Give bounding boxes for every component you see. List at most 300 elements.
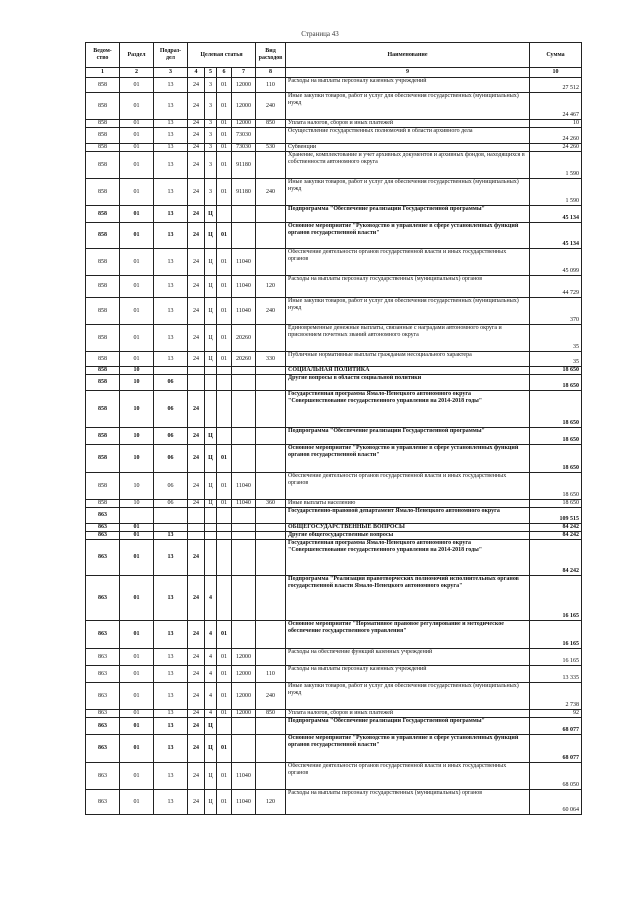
cell-vid-rashodov: 240 xyxy=(256,93,286,120)
cell-naimenovanie: Обеспечение деятельности органов государственной власти и иных государственных органов xyxy=(286,763,530,790)
cell-razdel: 01 xyxy=(120,735,154,763)
cell-podrazdel: 13 xyxy=(154,540,188,576)
cell-subprogram xyxy=(205,524,217,532)
cell-naimenovanie: Иные закупки товаров, работ и услуг для обеспечения государственных (муниципальных) нужд xyxy=(286,93,530,120)
budget-table xyxy=(85,42,582,815)
cell-razdel: 01 xyxy=(120,206,154,223)
cell-subprogram: Ц xyxy=(205,500,217,508)
cell-event: 01 xyxy=(217,249,232,276)
cell-program: 24 xyxy=(188,93,205,120)
cell-subprogram: Ц xyxy=(205,428,217,445)
cell-event: 01 xyxy=(217,763,232,790)
cell-naimenovanie: Другие вопросы в области социальной политики xyxy=(286,375,530,391)
cell-vid-rashodov xyxy=(256,473,286,500)
cell-podrazdel: 13 xyxy=(154,276,188,298)
cell-vedomstvo: 863 xyxy=(86,790,120,815)
cell-podrazdel: 13 xyxy=(154,152,188,179)
cell-direction: 12000 xyxy=(232,666,256,683)
cell-program: 24 xyxy=(188,445,205,473)
cell-vedomstvo: 858 xyxy=(86,500,120,508)
cell-direction: 12000 xyxy=(232,93,256,120)
cell-naimenovanie: Расходы на обеспечение функций казенных учреждений xyxy=(286,649,530,666)
cell-subprogram xyxy=(205,375,217,391)
cell-summa: 1 590 xyxy=(530,152,582,179)
cell-razdel: 01 xyxy=(120,249,154,276)
cell-program: 24 xyxy=(188,179,205,206)
cell-vid-rashodov xyxy=(256,367,286,375)
cell-program: 24 xyxy=(188,249,205,276)
cell-podrazdel xyxy=(154,367,188,375)
cell-summa: 45 099 xyxy=(530,249,582,276)
cell-razdel: 01 xyxy=(120,223,154,249)
cell-event: 01 xyxy=(217,735,232,763)
cell-program: 24 xyxy=(188,276,205,298)
column-number: 9 xyxy=(286,68,530,78)
table-body xyxy=(86,78,582,815)
table-row xyxy=(86,710,582,718)
cell-subprogram: 4 xyxy=(205,649,217,666)
cell-podrazdel: 06 xyxy=(154,428,188,445)
cell-subprogram: 3 xyxy=(205,152,217,179)
cell-program: 24 xyxy=(188,710,205,718)
cell-summa: 24 467 xyxy=(530,93,582,120)
cell-summa: 16 165 xyxy=(530,621,582,649)
cell-program: 24 xyxy=(188,391,205,428)
cell-naimenovanie: Основное мероприятие "Руководство и управление в сфере установленных функций органов государственной власти" xyxy=(286,735,530,763)
cell-program: 24 xyxy=(188,223,205,249)
cell-event: 01 xyxy=(217,621,232,649)
cell-naimenovanie: Другие общегосударственные вопросы xyxy=(286,532,530,540)
cell-podrazdel: 13 xyxy=(154,683,188,710)
cell-event: 01 xyxy=(217,128,232,144)
cell-naimenovanie: Расходы на выплаты персоналу государственных (муниципальных) органов xyxy=(286,276,530,298)
cell-podrazdel: 13 xyxy=(154,128,188,144)
cell-vedomstvo: 863 xyxy=(86,621,120,649)
cell-summa: 16 165 xyxy=(530,649,582,666)
cell-naimenovanie: Обеспечение деятельности органов государственной власти и иных государственных органов xyxy=(286,249,530,276)
cell-summa: 35 xyxy=(530,352,582,367)
cell-direction: 73030 xyxy=(232,128,256,144)
cell-razdel: 01 xyxy=(120,666,154,683)
cell-vid-rashodov xyxy=(256,621,286,649)
cell-subprogram: 4 xyxy=(205,683,217,710)
cell-direction xyxy=(232,540,256,576)
cell-podrazdel: 13 xyxy=(154,325,188,352)
cell-razdel: 10 xyxy=(120,375,154,391)
cell-razdel: 01 xyxy=(120,621,154,649)
cell-direction: 11040 xyxy=(232,790,256,815)
cell-event: 01 xyxy=(217,649,232,666)
cell-naimenovanie: Обеспечение деятельности органов государственной власти и иных государственных органов xyxy=(286,473,530,500)
cell-program: 24 xyxy=(188,144,205,152)
cell-vedomstvo: 858 xyxy=(86,179,120,206)
cell-vedomstvo: 858 xyxy=(86,325,120,352)
cell-subprogram: Ц xyxy=(205,445,217,473)
cell-vedomstvo: 858 xyxy=(86,375,120,391)
cell-naimenovanie: СОЦИАЛЬНАЯ ПОЛИТИКА xyxy=(286,367,530,375)
cell-direction: 20260 xyxy=(232,352,256,367)
cell-summa: 18 650 xyxy=(530,375,582,391)
cell-summa: 13 335 xyxy=(530,666,582,683)
cell-razdel xyxy=(120,508,154,524)
cell-podrazdel: 13 xyxy=(154,576,188,621)
cell-podrazdel: 13 xyxy=(154,735,188,763)
cell-vid-rashodov xyxy=(256,540,286,576)
cell-summa: 84 242 xyxy=(530,540,582,576)
cell-direction xyxy=(232,445,256,473)
cell-event xyxy=(217,532,232,540)
cell-event: 01 xyxy=(217,666,232,683)
cell-razdel: 01 xyxy=(120,120,154,128)
cell-program: 24 xyxy=(188,718,205,735)
cell-subprogram: Ц xyxy=(205,325,217,352)
cell-naimenovanie: Основное мероприятие "Нормативное правовое регулирование и методическое обеспечение государственного управления" xyxy=(286,621,530,649)
cell-event: 01 xyxy=(217,93,232,120)
cell-summa: 18 650 xyxy=(530,500,582,508)
cell-program xyxy=(188,524,205,532)
cell-program xyxy=(188,508,205,524)
cell-naimenovanie: Хранение, комплектование и учет архивных документов и архивных фондов, находящихся в собственности автономного округа xyxy=(286,152,530,179)
cell-subprogram: 3 xyxy=(205,128,217,144)
cell-razdel: 10 xyxy=(120,500,154,508)
cell-vid-rashodov xyxy=(256,718,286,735)
cell-direction xyxy=(232,621,256,649)
header-vedomstvo: Ведом-ство xyxy=(86,43,120,68)
cell-razdel: 01 xyxy=(120,93,154,120)
cell-event xyxy=(217,391,232,428)
cell-subprogram: 3 xyxy=(205,144,217,152)
table-row xyxy=(86,790,582,815)
cell-subprogram: Ц xyxy=(205,735,217,763)
cell-vedomstvo: 858 xyxy=(86,367,120,375)
cell-razdel: 01 xyxy=(120,179,154,206)
table-row xyxy=(86,93,582,120)
cell-podrazdel: 13 xyxy=(154,93,188,120)
cell-subprogram: 4 xyxy=(205,576,217,621)
table-row xyxy=(86,179,582,206)
table-row xyxy=(86,524,582,532)
cell-event: 01 xyxy=(217,276,232,298)
table-row xyxy=(86,735,582,763)
cell-vid-rashodov xyxy=(256,763,286,790)
cell-podrazdel: 13 xyxy=(154,223,188,249)
cell-vedomstvo: 858 xyxy=(86,352,120,367)
cell-podrazdel: 13 xyxy=(154,790,188,815)
table-row xyxy=(86,718,582,735)
table-row xyxy=(86,120,582,128)
cell-razdel: 01 xyxy=(120,352,154,367)
header-celevaya-statya: Целевая статья xyxy=(188,43,256,68)
cell-summa: 68 077 xyxy=(530,735,582,763)
table-row xyxy=(86,325,582,352)
cell-subprogram xyxy=(205,367,217,375)
cell-podrazdel: 06 xyxy=(154,445,188,473)
header-naimenovanie: Наименование xyxy=(286,43,530,68)
cell-podrazdel: 13 xyxy=(154,352,188,367)
cell-event: 01 xyxy=(217,298,232,325)
cell-event: 01 xyxy=(217,790,232,815)
cell-direction: 11040 xyxy=(232,473,256,500)
table-row xyxy=(86,683,582,710)
cell-direction: 20260 xyxy=(232,325,256,352)
cell-vedomstvo: 858 xyxy=(86,249,120,276)
cell-podrazdel: 13 xyxy=(154,763,188,790)
cell-subprogram: Ц xyxy=(205,206,217,223)
cell-vedomstvo: 858 xyxy=(86,223,120,249)
cell-naimenovanie: Иные закупки товаров, работ и услуг для обеспечения государственных (муниципальных) нужд xyxy=(286,298,530,325)
cell-direction xyxy=(232,735,256,763)
cell-razdel: 10 xyxy=(120,391,154,428)
cell-vid-rashodov: 330 xyxy=(256,352,286,367)
table-row xyxy=(86,576,582,621)
cell-naimenovanie: Иные закупки товаров, работ и услуг для обеспечения государственных (муниципальных) нужд xyxy=(286,179,530,206)
cell-direction xyxy=(232,223,256,249)
cell-vid-rashodov xyxy=(256,206,286,223)
cell-razdel: 01 xyxy=(120,532,154,540)
table-row xyxy=(86,540,582,576)
cell-vedomstvo: 863 xyxy=(86,524,120,532)
cell-subprogram: 3 xyxy=(205,179,217,206)
cell-vid-rashodov xyxy=(256,532,286,540)
cell-program: 24 xyxy=(188,78,205,93)
cell-summa: 60 064 xyxy=(530,790,582,815)
cell-subprogram: Ц xyxy=(205,223,217,249)
cell-vid-rashodov xyxy=(256,735,286,763)
cell-razdel: 01 xyxy=(120,298,154,325)
table-row xyxy=(86,445,582,473)
cell-program: 24 xyxy=(188,576,205,621)
cell-podrazdel: 06 xyxy=(154,375,188,391)
cell-direction: 12000 xyxy=(232,78,256,93)
cell-vid-rashodov xyxy=(256,128,286,144)
cell-event xyxy=(217,206,232,223)
cell-direction xyxy=(232,206,256,223)
cell-summa: 2 738 xyxy=(530,683,582,710)
cell-vedomstvo: 858 xyxy=(86,152,120,179)
table-row xyxy=(86,391,582,428)
cell-event: 01 xyxy=(217,223,232,249)
cell-subprogram: Ц xyxy=(205,763,217,790)
cell-subprogram: 4 xyxy=(205,666,217,683)
cell-summa: 16 165 xyxy=(530,576,582,621)
cell-naimenovanie: Государственно-правовой департамент Ямало-Ненецкого автономного округа xyxy=(286,508,530,524)
cell-direction xyxy=(232,367,256,375)
cell-podrazdel: 13 xyxy=(154,532,188,540)
column-number: 8 xyxy=(256,68,286,78)
cell-vid-rashodov xyxy=(256,152,286,179)
cell-subprogram: 3 xyxy=(205,93,217,120)
cell-naimenovanie: Основное мероприятие "Руководство и управление в сфере установленных функций органов государственной власти" xyxy=(286,223,530,249)
cell-podrazdel: 13 xyxy=(154,78,188,93)
cell-vid-rashodov xyxy=(256,249,286,276)
cell-event: 01 xyxy=(217,500,232,508)
cell-program: 24 xyxy=(188,683,205,710)
cell-program: 24 xyxy=(188,120,205,128)
cell-razdel: 01 xyxy=(120,144,154,152)
cell-event xyxy=(217,375,232,391)
cell-naimenovanie: Иные выплаты населению xyxy=(286,500,530,508)
cell-vedomstvo: 863 xyxy=(86,649,120,666)
cell-summa: 92 xyxy=(530,710,582,718)
table-row xyxy=(86,78,582,93)
cell-podrazdel: 06 xyxy=(154,473,188,500)
cell-program: 24 xyxy=(188,790,205,815)
table-row xyxy=(86,276,582,298)
table-row xyxy=(86,508,582,524)
column-number: 2 xyxy=(120,68,154,78)
cell-summa: 45 134 xyxy=(530,223,582,249)
table-row xyxy=(86,500,582,508)
cell-razdel: 01 xyxy=(120,78,154,93)
cell-podrazdel: 13 xyxy=(154,120,188,128)
cell-vid-rashodov xyxy=(256,445,286,473)
cell-program: 24 xyxy=(188,298,205,325)
cell-naimenovanie: Публичные нормативные выплаты гражданам несоциального характера xyxy=(286,352,530,367)
cell-summa: 68 077 xyxy=(530,718,582,735)
cell-subprogram xyxy=(205,391,217,428)
cell-vid-rashodov: 110 xyxy=(256,78,286,93)
cell-vedomstvo: 858 xyxy=(86,144,120,152)
header-razdel: Раздел xyxy=(120,43,154,68)
cell-vid-rashodov xyxy=(256,223,286,249)
cell-naimenovanie: Подпрограмма "Обеспечение реализации Государственной программы" xyxy=(286,206,530,223)
cell-vedomstvo: 858 xyxy=(86,428,120,445)
cell-subprogram xyxy=(205,508,217,524)
cell-subprogram: 4 xyxy=(205,710,217,718)
cell-program: 24 xyxy=(188,352,205,367)
cell-podrazdel: 13 xyxy=(154,621,188,649)
cell-event xyxy=(217,428,232,445)
cell-vid-rashodov: 850 xyxy=(256,710,286,718)
cell-vid-rashodov xyxy=(256,428,286,445)
cell-vedomstvo: 858 xyxy=(86,206,120,223)
header-podrazdel: Подраз-дел xyxy=(154,43,188,68)
cell-direction xyxy=(232,718,256,735)
cell-event: 01 xyxy=(217,179,232,206)
cell-razdel: 01 xyxy=(120,683,154,710)
cell-summa: 24 260 xyxy=(530,144,582,152)
cell-summa: 84 242 xyxy=(530,532,582,540)
cell-razdel: 01 xyxy=(120,540,154,576)
cell-razdel: 01 xyxy=(120,710,154,718)
cell-event: 01 xyxy=(217,352,232,367)
cell-subprogram: Ц xyxy=(205,718,217,735)
cell-program: 24 xyxy=(188,473,205,500)
cell-vedomstvo: 863 xyxy=(86,718,120,735)
cell-vedomstvo: 863 xyxy=(86,763,120,790)
cell-vedomstvo: 863 xyxy=(86,683,120,710)
table-row xyxy=(86,666,582,683)
cell-summa: 18 650 xyxy=(530,367,582,375)
cell-direction: 11040 xyxy=(232,763,256,790)
table-row xyxy=(86,532,582,540)
cell-podrazdel: 13 xyxy=(154,666,188,683)
cell-vedomstvo: 863 xyxy=(86,508,120,524)
table-row xyxy=(86,621,582,649)
cell-razdel: 10 xyxy=(120,445,154,473)
cell-podrazdel: 13 xyxy=(154,649,188,666)
cell-direction: 91180 xyxy=(232,179,256,206)
cell-vedomstvo: 863 xyxy=(86,576,120,621)
cell-razdel: 10 xyxy=(120,428,154,445)
cell-direction: 12000 xyxy=(232,683,256,710)
cell-vedomstvo: 858 xyxy=(86,391,120,428)
cell-vedomstvo: 863 xyxy=(86,532,120,540)
cell-vid-rashodov: 360 xyxy=(256,500,286,508)
cell-naimenovanie: ОБЩЕГОСУДАРСТВЕННЫЕ ВОПРОСЫ xyxy=(286,524,530,532)
cell-podrazdel: 06 xyxy=(154,391,188,428)
cell-event: 01 xyxy=(217,710,232,718)
cell-event: 01 xyxy=(217,120,232,128)
cell-subprogram xyxy=(205,532,217,540)
cell-summa: 45 134 xyxy=(530,206,582,223)
cell-program xyxy=(188,375,205,391)
table-row xyxy=(86,428,582,445)
table-row xyxy=(86,352,582,367)
cell-summa: 68 050 xyxy=(530,763,582,790)
cell-subprogram: Ц xyxy=(205,790,217,815)
cell-naimenovanie: Осуществление государственных полномочий в области архивного дела xyxy=(286,128,530,144)
cell-subprogram: Ц xyxy=(205,276,217,298)
cell-summa: 84 242 xyxy=(530,524,582,532)
cell-razdel: 01 xyxy=(120,524,154,532)
cell-subprogram: 4 xyxy=(205,621,217,649)
cell-program: 24 xyxy=(188,621,205,649)
column-number-row xyxy=(86,68,582,78)
cell-event: 01 xyxy=(217,325,232,352)
cell-summa: 18 650 xyxy=(530,445,582,473)
cell-direction: 73030 xyxy=(232,144,256,152)
cell-summa: 10 xyxy=(530,120,582,128)
cell-vedomstvo: 858 xyxy=(86,78,120,93)
cell-razdel: 01 xyxy=(120,718,154,735)
cell-event xyxy=(217,524,232,532)
cell-vid-rashodov: 120 xyxy=(256,276,286,298)
column-number: 6 xyxy=(217,68,232,78)
table-row xyxy=(86,128,582,144)
cell-direction: 12000 xyxy=(232,120,256,128)
cell-program: 24 xyxy=(188,500,205,508)
cell-razdel: 01 xyxy=(120,325,154,352)
cell-naimenovanie: Подпрограмма "Обеспечение реализации Государственной программы" xyxy=(286,428,530,445)
cell-razdel: 10 xyxy=(120,367,154,375)
table-row xyxy=(86,649,582,666)
cell-event: 01 xyxy=(217,152,232,179)
cell-direction xyxy=(232,391,256,428)
cell-podrazdel: 13 xyxy=(154,206,188,223)
cell-vid-rashodov: 240 xyxy=(256,683,286,710)
cell-podrazdel: 13 xyxy=(154,298,188,325)
cell-event: 01 xyxy=(217,683,232,710)
cell-naimenovanie: Государственная программа Ямало-Ненецкого автономного округа "Совершенствование государственного управления на 2014-2018 годы" xyxy=(286,540,530,576)
cell-direction: 11040 xyxy=(232,298,256,325)
cell-vedomstvo: 858 xyxy=(86,128,120,144)
cell-program: 24 xyxy=(188,325,205,352)
cell-razdel: 01 xyxy=(120,152,154,179)
cell-direction xyxy=(232,524,256,532)
header-summa: Сумма xyxy=(530,43,582,68)
cell-vid-rashodov xyxy=(256,325,286,352)
cell-podrazdel: 13 xyxy=(154,144,188,152)
table-row xyxy=(86,367,582,375)
cell-razdel: 01 xyxy=(120,276,154,298)
cell-podrazdel: 13 xyxy=(154,249,188,276)
cell-event: 01 xyxy=(217,445,232,473)
header-row xyxy=(86,43,582,68)
cell-program xyxy=(188,532,205,540)
cell-naimenovanie: Основное мероприятие "Руководство и управление в сфере установленных функций органов государственной власти" xyxy=(286,445,530,473)
cell-naimenovanie: Уплата налогов, сборов и иных платежей xyxy=(286,120,530,128)
